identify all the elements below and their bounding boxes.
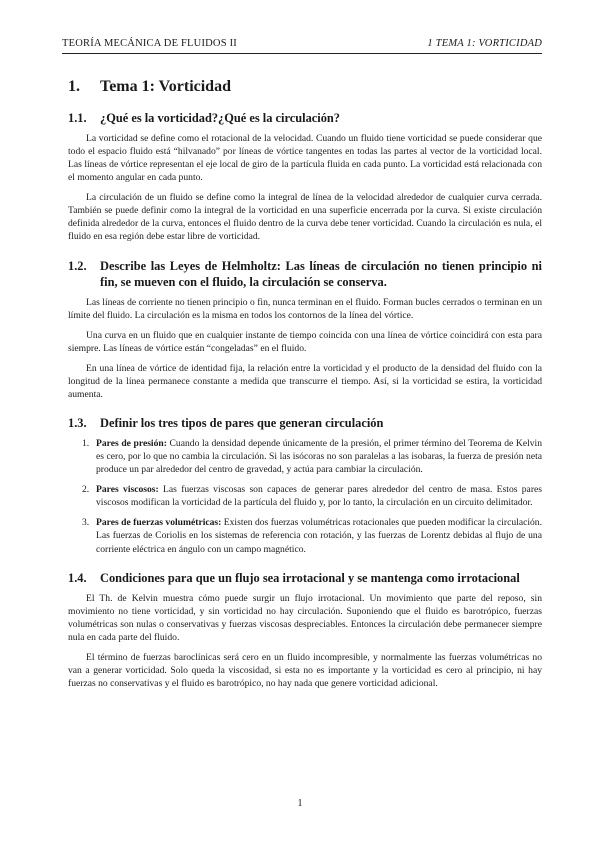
list-item <box>82 437 543 476</box>
subsection-heading <box>68 258 542 290</box>
list-item <box>82 483 543 509</box>
torque-types-list <box>68 437 542 555</box>
section-number: 1. <box>68 78 80 95</box>
subsection-number: 1.2. <box>68 258 87 273</box>
section-heading <box>68 78 542 96</box>
list-item-term: Pares de fuerzas volumétricas: <box>96 517 222 529</box>
subsection-title: Condiciones para que un flujo sea irrotacional y se mantenga como irrotacional <box>100 570 520 585</box>
subsection-number: 1.3. <box>68 416 87 431</box>
list-item-text: Cuando la densidad depende únicamente de la presión, el primer término del Teorema de Kelvin es cero, por lo que no cambia la circulación. Si las isócoras no son paralelas a las isobaras, la fuerza de presión neta produce un par alrededor del centro de gravedad, y actúa para cambiar la circulación. <box>96 438 543 476</box>
paragraph: Las líneas de corriente no tienen principio o fin, nunca terminan en el fluido. Forman bucles cerrados o terminan en un límite del fluido. La circulación es la misma en todos los contornos de la línea del vórtice. <box>68 296 542 321</box>
subsection-heading <box>68 110 542 126</box>
page-body <box>68 78 542 697</box>
subsection-heading <box>68 415 542 431</box>
list-item-number: 2. <box>82 484 90 496</box>
paragraph: En una línea de vórtice de identidad fija, la relación entre la vorticidad y el producto de la densidad del fluido con la longitud de la línea permanece constante a medida que transcurre el tiempo. Así, si la vorticidad se estira, la vorticidad aumenta. <box>68 362 542 401</box>
list-item-text: Las fuerzas viscosas son capaces de generar pares alrededor del centro de masa. Estos pares viscosos modifican la vorticidad de la partícula del fluido y, por lo tanto, la circulación en un circuito delimitador. <box>96 484 543 509</box>
subsection-title: ¿Qué es la vorticidad?¿Qué es la circulación? <box>100 111 340 125</box>
paragraph: La circulación de un fluido se define como la integral de línea de la velocidad alrededor de cualquier curva cerrada. También se puede definir como la integral de la vorticidad en una superficie encerrada por la curva. Si existe circulación definida alrededor de la curva, entonces el fluido dentro de la curva debe tener vorticidad. Cuando la circulación es nula, el fluido en esa región debe estar libre de vorticidad. <box>68 192 542 243</box>
list-item-number: 1. <box>82 438 90 450</box>
section-title: Tema 1: Vorticidad <box>100 78 231 95</box>
list-item-term: Pares de presión: <box>96 438 167 450</box>
paragraph: El término de fuerzas baroclínicas será cero en un fluido incompresible, y normalmente las fuerzas volumétricas no van a generar vorticidad. Solo queda la viscosidad, si esta no es importante y la vorticidad es cero al principio, ni hay fuerzas no conservativas y el fluido es barotrópico, no hay nada que genere vorticidad adicional. <box>68 651 542 689</box>
subsection-title: Describe las Leyes de Helmholtz: Las líneas de circulación no tienen principio ni fin, se mueven con el fluido, la circulación se conserva. <box>100 258 542 289</box>
list-item-number: 3. <box>82 517 90 529</box>
paragraph: La vorticidad se define como el rotacional de la velocidad. Cuando un fluido tiene vorticidad se puede considerar que todo el espacio fluido está “hilvanado” por líneas de vórtice tangentes en todas las partes al vector de la vorticidad local. Las líneas de vórtice representan el eje local de giro de la partícula fluida en cada punto. La vorticidad está relacionada con el momento angular en cada punto. <box>68 133 542 184</box>
subsection-heading <box>68 570 542 586</box>
subsection-number: 1.1. <box>68 111 87 125</box>
subsection-title: Definir los tres tipos de pares que generan circulación <box>100 416 384 431</box>
subsection-number: 1.4. <box>68 570 87 585</box>
running-header <box>62 38 542 54</box>
header-left-title: TEORÍA MECÁNICA DE FLUIDOS II <box>62 38 237 49</box>
list-item-term: Pares viscosos: <box>96 484 159 496</box>
list-item-text: Existen dos fuerzas volumétricas rotacionales que pueden modificar la circulación. Las fuerzas de Coriolis en los sistemas de referencia con rotación, y las fuerzas de Lorentz debidas al flujo de una corriente eléctrica en ángulo con un campo magnético. <box>96 517 542 555</box>
header-right-title: 1 TEMA 1: VORTICIDAD <box>427 38 542 49</box>
paragraph: El Th. de Kelvin muestra cómo puede surgir un flujo irrotacional. Un movimiento que parte del reposo, sin movimiento no tiene vorticidad, y sin vorticidad no hay circulación. Suponiendo que el fluido es barotrópico, fuerzas volumétricas son nulas o conservativas y fuerzas viscosas despreciables. Entonces la circulación debe permanecer siempre nula en cada parte del fluido. <box>68 592 542 643</box>
paragraph: Una curva en un fluido que en cualquier instante de tiempo coincida con una línea de vórtice coincidirá con esta para siempre. Las líneas de vórtice están “congeladas” en el fluido. <box>68 329 542 354</box>
list-item <box>82 516 542 555</box>
page-number: 1 <box>297 798 303 809</box>
